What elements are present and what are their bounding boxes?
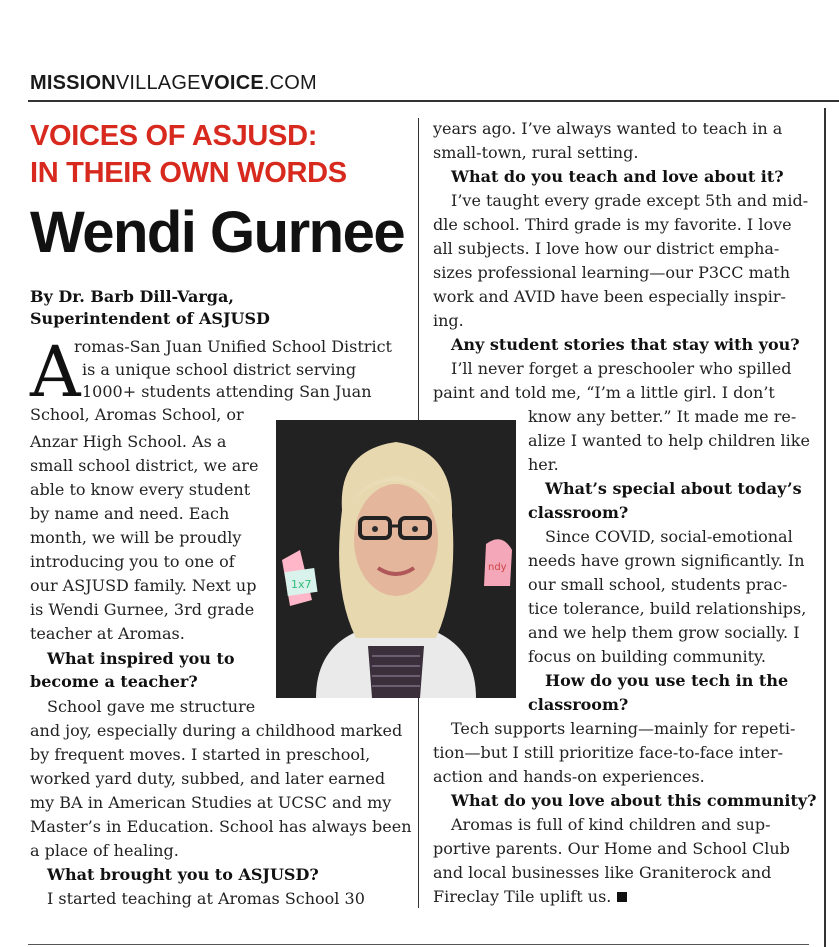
answer-line: a place of healing. bbox=[30, 841, 179, 860]
masthead-part-village: VILLAGE bbox=[115, 72, 201, 94]
answer-line: Fireclay Tile uplift us. bbox=[433, 887, 612, 906]
answer-line: work and AVID have been especially inspir- bbox=[433, 287, 786, 306]
question-tech-cont: classroom? bbox=[528, 695, 629, 714]
answer-line: and local businesses like Graniterock and bbox=[433, 863, 772, 882]
intro-line: is Wendi Gurnee, 3rd grade bbox=[30, 600, 255, 619]
question-classroom: What’s special about today’s bbox=[545, 479, 802, 498]
answer-line: worked yard duty, subbed, and later earned bbox=[30, 769, 386, 788]
question-community: What do you love about this community? bbox=[451, 791, 817, 810]
answer-line: Master’s in Education. School has always been bbox=[30, 817, 412, 836]
answer-line: School gave me structure bbox=[47, 697, 256, 716]
answer-last-line bbox=[433, 886, 627, 909]
intro-line: is a unique school district serving bbox=[82, 360, 357, 379]
answer-line: dle school. Third grade is my favorite. I love bbox=[433, 215, 792, 234]
answer-line: focus on building community. bbox=[528, 647, 767, 666]
answer-line: small-town, rural setting. bbox=[433, 143, 639, 162]
question-classroom-cont: classroom? bbox=[528, 503, 629, 522]
masthead-part-voice: VOICE bbox=[200, 72, 264, 94]
byline-author: By Dr. Barb Dill-Varga, bbox=[30, 287, 234, 306]
kicker-line-2: IN THEIR OWN WORDS bbox=[30, 157, 347, 189]
answer-line: years ago. I’ve always wanted to teach in a bbox=[433, 119, 783, 138]
question-brought: What brought you to ASJUSD? bbox=[47, 865, 319, 884]
intro-line: by name and need. Each bbox=[30, 504, 230, 523]
question-teach: What do you teach and love about it? bbox=[451, 167, 784, 186]
answer-line: all subjects. I love how our district empha- bbox=[433, 239, 780, 258]
question-stories: Any student stories that stay with you? bbox=[451, 335, 800, 354]
answer-line: needs have grown significantly. In bbox=[528, 551, 805, 570]
question-inspired: What inspired you to bbox=[47, 649, 235, 668]
answer-line: and we help them grow socially. I bbox=[528, 623, 800, 642]
intro-line: 1000+ students attending San Juan bbox=[82, 382, 372, 401]
kicker-line-1: VOICES OF ASJUSD: bbox=[30, 120, 318, 152]
answer-line: sizes professional learning—our P3CC math bbox=[433, 263, 791, 282]
intro-line: our ASJUSD family. Next up bbox=[30, 576, 257, 595]
answer-line: Aromas is full of kind children and sup- bbox=[451, 815, 771, 834]
answer-line: I’ve taught every grade except 5th and mid- bbox=[451, 191, 809, 210]
headline-name: Wendi Gurnee bbox=[30, 200, 405, 265]
intro-line: small school district, we are bbox=[30, 456, 259, 475]
intro-line: month, we will be proudly bbox=[30, 528, 242, 547]
masthead-part-com: .COM bbox=[263, 72, 317, 94]
answer-line: our small school, students prac- bbox=[528, 575, 788, 594]
portrait-photo bbox=[276, 420, 516, 698]
intro-line: teacher at Aromas. bbox=[30, 624, 185, 643]
answer-line: portive parents. Our Home and School Club bbox=[433, 839, 790, 858]
answer-line: and joy, especially during a childhood marked bbox=[30, 721, 403, 740]
intro-line: able to know every student bbox=[30, 480, 251, 499]
drop-cap: A bbox=[30, 331, 81, 413]
intro-line: Anzar High School. As a bbox=[30, 432, 227, 451]
answer-line: my BA in American Studies at UCSC and my bbox=[30, 793, 392, 812]
answer-line: I started teaching at Aromas School 30 bbox=[47, 889, 365, 908]
answer-line: ing. bbox=[433, 311, 464, 330]
answer-line: alize I wanted to help children like bbox=[528, 431, 810, 450]
masthead-logo bbox=[30, 72, 317, 95]
masthead-part-mission: MISSION bbox=[30, 72, 116, 94]
answer-line: Since COVID, social-emotional bbox=[545, 527, 793, 546]
sign-right-text: ndy bbox=[488, 562, 507, 573]
answer-line: tion—but I still prioritize face-to-face inter- bbox=[433, 743, 784, 762]
sign-left-text: 1x7 bbox=[291, 578, 312, 591]
answer-line: tice tolerance, build relationships, bbox=[528, 599, 807, 618]
answer-line: paint and told me, “I’m a little girl. I don’t bbox=[433, 383, 775, 402]
portrait-illustration bbox=[276, 420, 516, 698]
answer-line: Tech supports learning—mainly for repeti- bbox=[451, 719, 796, 738]
headline-kicker bbox=[30, 118, 347, 192]
answer-line: her. bbox=[528, 455, 559, 474]
answer-line: I’ll never forget a preschooler who spilled bbox=[451, 359, 792, 378]
right-edge-rule bbox=[824, 108, 826, 947]
intro-line: romas-San Juan Unified School District bbox=[74, 337, 392, 356]
answer-line: know any better.” It made me re- bbox=[528, 407, 797, 426]
intro-line: introducing you to one of bbox=[30, 552, 235, 571]
question-tech: How do you use tech in the bbox=[545, 671, 789, 690]
byline bbox=[30, 286, 270, 330]
answer-line: by frequent moves. I started in preschool, bbox=[30, 745, 371, 764]
bottom-rule bbox=[28, 944, 809, 945]
question-inspired-cont: become a teacher? bbox=[30, 672, 198, 691]
answer-line: action and hands-on experiences. bbox=[433, 767, 705, 786]
intro-line: School, Aromas School, or bbox=[30, 405, 244, 424]
end-mark-icon bbox=[617, 892, 627, 902]
byline-title: Superintendent of ASJUSD bbox=[30, 309, 270, 328]
top-rule bbox=[28, 100, 839, 102]
